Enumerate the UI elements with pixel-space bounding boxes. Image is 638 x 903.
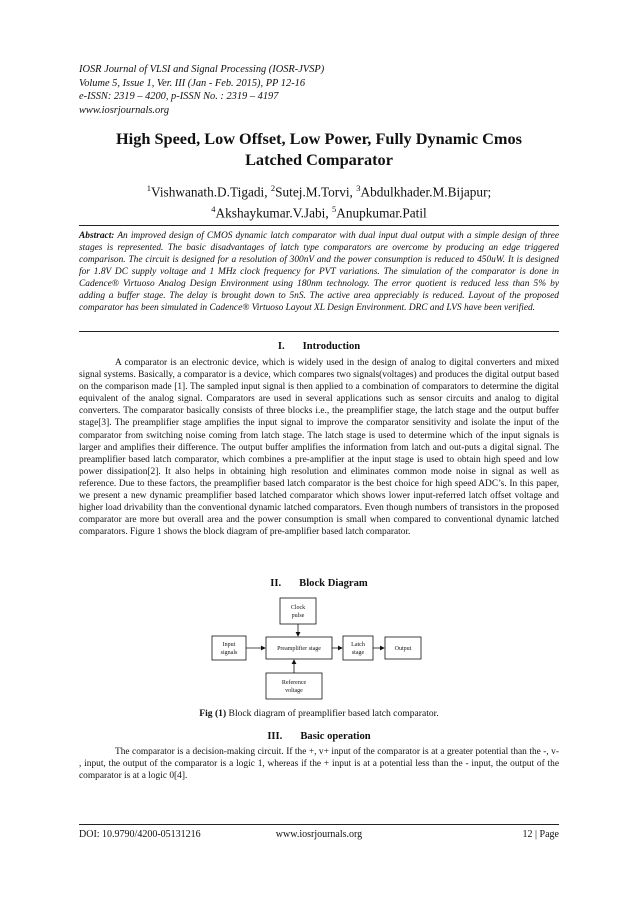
journal-volume: Volume 5, Issue 1, Ver. III (Jan - Feb. 2015), PP 12-16: [79, 77, 306, 89]
journal-header: [79, 63, 324, 117]
journal-url: www.iosrjournals.org: [79, 104, 170, 116]
reference-voltage-label: voltage: [285, 688, 303, 694]
clock-pulse-label: Clock: [290, 605, 306, 611]
latch-stage-label: stage: [351, 650, 365, 656]
author-list: $^1$Vishwanath.D.Tigadi, $^2$Sutej.M.Torvi, $^3$Abdulkhader.M.Bijapur; $^4$Akshaykumar.V.Jabi, $^5$Anupkumar.Patil: [146, 183, 492, 221]
footer-site: www.iosrjournals.org: [275, 829, 363, 840]
journal-name: IOSR Journal of VLSI and Signal Processing (IOSR-JVSP): [79, 64, 325, 75]
clock-pulse-block: [280, 598, 316, 624]
author-name: Anupkumar.Patil: [336, 205, 427, 221]
reference-voltage-block: [266, 673, 322, 699]
footer-doi: DOI: 10.9790/4200-05131216: [79, 829, 201, 840]
input-signals-label: Input: [222, 642, 236, 648]
input-signals-block: [212, 636, 246, 660]
reference-voltage-label: Reference: [281, 680, 307, 686]
section-heading-block-diagram: II. Block Diagram: [270, 578, 368, 589]
abstract-text: An improved design of CMOS dynamic latch comparator with dual input dual output with a simple design of three stages is represented. The basic disadvantages of latch type comparators are overcome by producing an edge triggered comparison. The circuit is designed for a resolution of 300nV and the power consumption is reduced to 450uW. It is designed for 1.8V DC supply voltage and 1 MHz clock frequency for PVT variations. The simulation of the comparator is done in Cadence® Virtuoso Analog Design Environment using 180nm technology. The error quotient is reduced less than 5% by adding a buffer stage. The delay is brought down to 5nS. The active area appreciably is reduced. Layout of the proposed comparator has been simulated in Cadence® Virtuoso Layout XL Design Environment. DRC and LVS have been verified.: [79, 231, 559, 313]
abstract-label: Abstract:: [79, 231, 115, 241]
latch-stage-label: Latch: [351, 642, 365, 648]
author-name: Abdulkhader.M.Bijapur;: [360, 184, 492, 200]
block-diagram: [210, 597, 430, 701]
basic-operation-paragraph: The comparator is a decision-making circuit. If the +, v+ input of the comparator is at a greater potential than the -, v- , input, the output of the comparator is a logic 1, whereas if the + input is at a potential less than the - input, the output of the comparator is at a logic 0[4].: [79, 747, 559, 782]
output-label: Output: [394, 646, 412, 652]
footer-rule: [79, 824, 559, 825]
footer-page-number: 12 | Page: [522, 829, 559, 840]
paper-title: High Speed, Low Offset, Low Power, Fully Dynamic Cmos Latched Comparator: [116, 129, 522, 169]
latch-stage-block: [343, 636, 373, 660]
abstract-top-rule: [79, 225, 559, 226]
clock-pulse-label: pulse: [291, 613, 305, 619]
abstract-bottom-rule: [79, 331, 559, 332]
introduction-paragraph: A comparator is an electronic device, which is widely used in the design of analog to digital converters and mixed signal systems. Basically, a comparator is a device, which compares two signals(voltages) and produces the digital output based on the comparison made [1]. The sampled input signal is then applied to a combination of comparators to determine the digital equivalent of the analog signal. Comparators are used in several applications such as sensor circuits and analog to digital converters. The comparator basically consists of three blocks i.e., the preamplifier stage, the latch stage and the output buffer stage[3]. The preamplifier stage amplifies the input signal to improve the comparator sensitivity and isolate the input of the comparator from switching noise coming from latch stage. The latch stage is used to determine which of the input signals is larger and amplifies their difference. The output buffer amplifies the information from latch and out-puts a digital signal. The preamplifier based latch comparator, which combines a pre-amplifier at the input stage is used to obtain high speed and low power dissipation[2]. It also helps in obtaining high resolution and eliminates common mode noise in signal as well as reference. Due to these factors, the preamplifier based latch comparator is the best choice for high speed ADC’s. In this paper, we present a new dynamic preamplifier based latched comparator which shows lower input-referred latch offset voltage and higher load drivability than the conventional dynamic latched comparators. Even though numbers of transistors in the proposed comparator are more but overall area and the power consumption is small when compared to conventional dynamic latched comparators. Figure 1 shows the block diagram of pre-amplifier based latch comparator.: [79, 358, 559, 538]
section-heading-basic-operation: III. Basic operation: [267, 731, 371, 742]
figure-caption: Fig (1) Block diagram of preamplifier based latch comparator.: [199, 708, 439, 719]
author-name: Vishwanath.D.Tigadi,: [151, 184, 271, 200]
preamplifier-label: Preamplifier stage: [277, 646, 321, 652]
author-name: Sutej.M.Torvi,: [275, 184, 357, 200]
author-name: Akshaykumar.V.Jabi,: [215, 205, 332, 221]
input-signals-label: signals: [220, 650, 238, 656]
journal-issn: e-ISSN: 2319 – 4200, p-ISSN No. : 2319 – 4197: [79, 91, 279, 103]
abstract: [79, 230, 559, 314]
section-heading-introduction: I. Introduction: [277, 341, 361, 352]
